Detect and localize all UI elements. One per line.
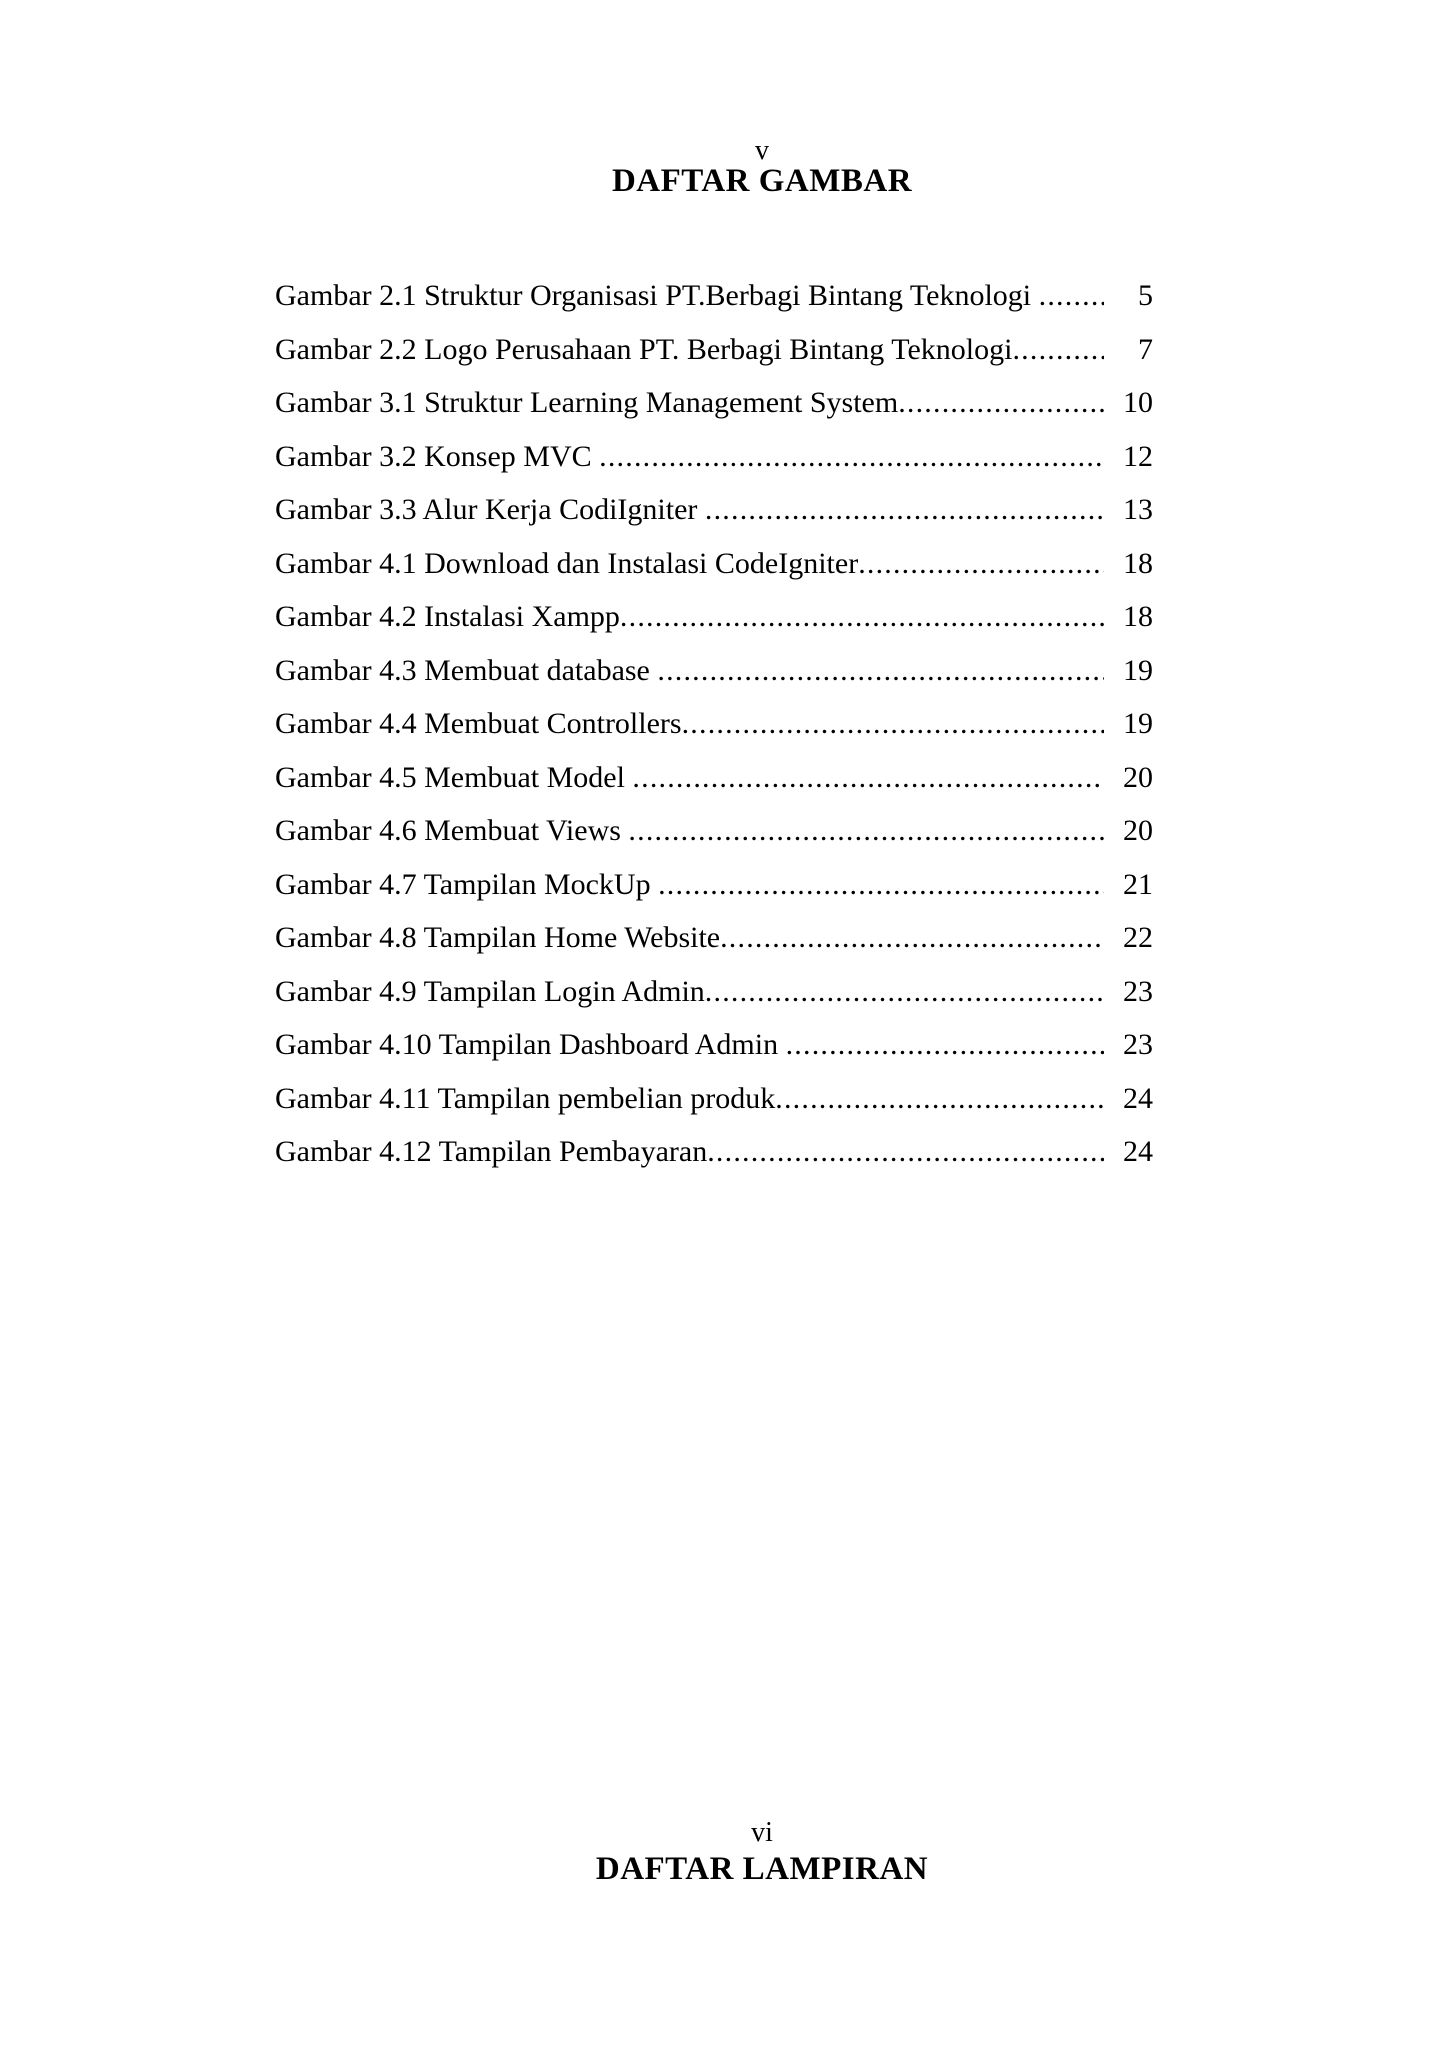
page-number-top: v: [755, 135, 769, 166]
toc-entry-row: [275, 858, 1153, 912]
dot-leader: [628, 804, 1104, 858]
toc-entry-page-number: 18: [1123, 546, 1153, 580]
dot-leader: [599, 430, 1104, 484]
dot-leader: [657, 644, 1104, 698]
toc-entry-page-number: 24: [1123, 1081, 1153, 1115]
toc-entry-page-number: 10: [1123, 386, 1153, 419]
toc-entry-label: Gambar 4.2 Instalasi Xampp: [275, 600, 620, 633]
dot-leader: [682, 697, 1104, 751]
toc-entry-row: [275, 483, 1153, 537]
toc-entry-label: Gambar 4.11 Tampilan pembelian produk: [275, 1081, 776, 1115]
dot-leader: [1012, 323, 1104, 377]
toc-entry-row: [275, 323, 1153, 377]
toc-entry-row: [275, 269, 1153, 323]
toc-entry-row: [275, 911, 1153, 965]
toc-entry-page-number: 19: [1123, 653, 1153, 687]
toc-entry-page-number: 23: [1123, 1028, 1153, 1061]
dot-leader: [620, 590, 1104, 644]
toc-entry-page-number: 13: [1123, 493, 1153, 526]
toc-entry-row: [275, 430, 1153, 484]
toc-entry-label: Gambar 3.2 Konsep MVC: [275, 439, 600, 473]
page-number-bottom: vi: [751, 1817, 773, 1848]
toc-entry-page-number: 12: [1123, 439, 1153, 473]
figures-section-title: DAFTAR GAMBAR: [611, 163, 913, 199]
dot-leader: [775, 1072, 1104, 1126]
toc-entry-page-number: 23: [1123, 974, 1153, 1008]
toc-entry-label: Gambar 3.1 Struktur Learning Management System: [275, 386, 899, 419]
toc-entry-label: Gambar 4.12 Tampilan Pembayaran: [275, 1135, 708, 1168]
dot-leader: [1039, 269, 1104, 323]
page-content: [275, 0, 1249, 2048]
toc-entry-page-number: 7: [1138, 332, 1153, 366]
dot-leader: [898, 376, 1104, 430]
toc-entry-page-number: 20: [1123, 760, 1153, 794]
toc-entry-label: Gambar 4.5 Membuat Model: [275, 760, 633, 794]
toc-entry-page-number: 5: [1138, 279, 1153, 312]
toc-entry-page-number: 19: [1123, 707, 1153, 740]
toc-entry-row: [275, 697, 1153, 751]
toc-entry-label: Gambar 2.2 Logo Perusahaan PT. Berbagi Bintang Teknologi: [275, 332, 1013, 366]
toc-entry-row: [275, 804, 1153, 858]
toc-entry-label: Gambar 4.9 Tampilan Login Admin: [275, 974, 705, 1008]
dot-leader: [632, 751, 1104, 805]
dot-leader: [858, 537, 1104, 591]
toc-entry-page-number: 22: [1123, 921, 1153, 954]
toc-entry-row: [275, 644, 1153, 698]
dot-leader: [658, 858, 1104, 912]
toc-entry-label: Gambar 4.3 Membuat database: [275, 653, 658, 687]
toc-entry-page-number: 21: [1123, 867, 1153, 901]
dot-leader: [720, 911, 1104, 965]
toc-entry-row: [275, 537, 1153, 591]
toc-entry-label: Gambar 4.10 Tampilan Dashboard Admin: [275, 1028, 786, 1061]
toc-entry-label: Gambar 4.4 Membuat Controllers: [275, 707, 682, 740]
toc-entry-row: [275, 1125, 1153, 1179]
toc-entry-label: Gambar 2.1 Struktur Organisasi PT.Berbagi Bintang Teknologi: [275, 279, 1039, 312]
toc-entry-page-number: 20: [1123, 814, 1153, 847]
toc-entry-label: Gambar 4.6 Membuat Views: [275, 814, 629, 847]
dot-leader: [707, 1125, 1104, 1179]
toc-entry-row: [275, 1072, 1153, 1126]
toc-entry-row: [275, 590, 1153, 644]
toc-entry-page-number: 24: [1123, 1135, 1153, 1168]
figure-list: [275, 269, 1153, 1179]
toc-entry-label: Gambar 4.7 Tampilan MockUp: [275, 867, 659, 901]
toc-entry-page-number: 18: [1123, 600, 1153, 633]
toc-entry-row: [275, 965, 1153, 1019]
toc-entry-label: Gambar 4.8 Tampilan Home Website: [275, 921, 721, 954]
toc-entry-label: Gambar 4.1 Download dan Instalasi CodeIgniter: [275, 546, 859, 580]
appendix-section-title: DAFTAR LAMPIRAN: [595, 1851, 929, 1887]
dot-leader: [786, 1018, 1104, 1072]
toc-entry-label: Gambar 3.3 Alur Kerja CodiIgniter: [275, 493, 705, 526]
dot-leader: [705, 483, 1104, 537]
toc-entry-row: [275, 751, 1153, 805]
toc-entry-row: [275, 376, 1153, 430]
dot-leader: [705, 965, 1104, 1019]
toc-entry-row: [275, 1018, 1153, 1072]
